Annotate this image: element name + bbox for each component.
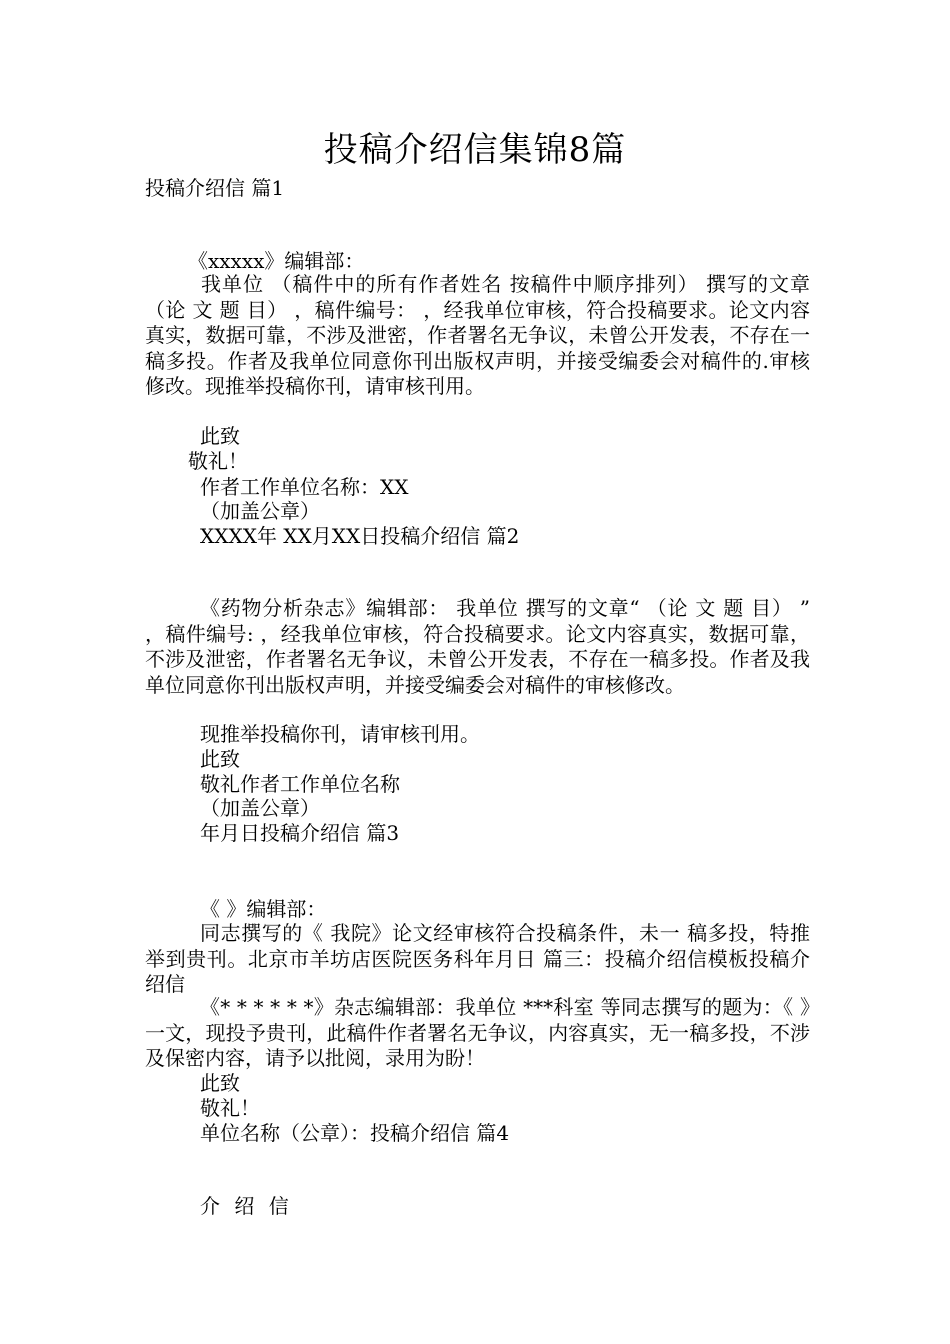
letter1-seal: （加盖公章） xyxy=(200,499,320,523)
letter2-date: 年月日投稿介绍信 篇3 xyxy=(200,821,400,845)
section-heading-1: 投稿介绍信 篇1 xyxy=(145,176,285,200)
letter3-closing-1: 此致 xyxy=(200,1071,240,1095)
letter2-recommend: 现推举投稿你刊，请审核刊用。 xyxy=(200,722,480,746)
letter3-body: 同志撰写的《 我院》论文经审核符合投稿条件，未一 稿多投，特推举到贵刊。北京市羊坊店医院医务科年月日 篇三：投稿介绍信模板投稿介绍信 xyxy=(145,921,810,996)
letter4-heading: 介 绍 信 xyxy=(200,1194,293,1218)
letter3-unit: 单位名称（公章）：投稿介绍信 篇4 xyxy=(200,1121,510,1145)
letter1-closing-1: 此致 xyxy=(200,424,240,448)
letter2-seal: （加盖公章） xyxy=(200,796,320,820)
letter2-closing-2: 敬礼作者工作单位名称 xyxy=(200,772,400,796)
letter3-recipient: 《 》编辑部： xyxy=(200,897,327,921)
letter1-recipient: 《xxxxx》编辑部： xyxy=(188,249,365,273)
letter1-closing-2: 敬礼！ xyxy=(188,449,248,473)
letter3-body-2: 《* * * * * *》杂志编辑部：我单位 ***科室 等同志撰写的题为：《 》一文，现投予贵刊，此稿件作者署名无争议，内容真实，无一稿多投，不涉及保密内容，请予以批阅，录用为盼！ xyxy=(145,995,810,1070)
letter3-closing-2: 敬礼！ xyxy=(200,1096,260,1120)
document-title: 投稿介绍信集锦8篇 xyxy=(323,130,627,170)
letter1-date: XXXX年 XX月XX日投稿介绍信 篇2 xyxy=(200,524,520,548)
letter1-author-unit: 作者工作单位名称：XX xyxy=(200,475,409,499)
letter2-body: 《药物分析杂志》编辑部： 我单位 撰写的文章“ （论 文 题 目） ” ，稿件编号: ，经我单位审核，符合投稿要求。论文内容真实，数据可靠，不涉及泄密，作者署名无争议，未曾公开发表，不存在一稿多投。作者及我单位同意你刊出版权声明，并接受编委会对稿件的审核修改。 xyxy=(145,596,810,697)
letter2-closing-1: 此致 xyxy=(200,747,240,771)
letter1-body: 我单位 （稿件中的所有作者姓名 按稿件中顺序排列） 撰写的文章 （论 文 题 目） ，稿件编号： ，经我单位审核，符合投稿要求。论文内容真实，数据可靠，不涉及泄密，作者署名无争议，未曾公开发表，不存在一稿多投。作者及我单位同意你刊出版权声明，并接受编委会对稿件的.审核修改。现推举投稿你刊，请审核刊用。 xyxy=(145,272,810,398)
